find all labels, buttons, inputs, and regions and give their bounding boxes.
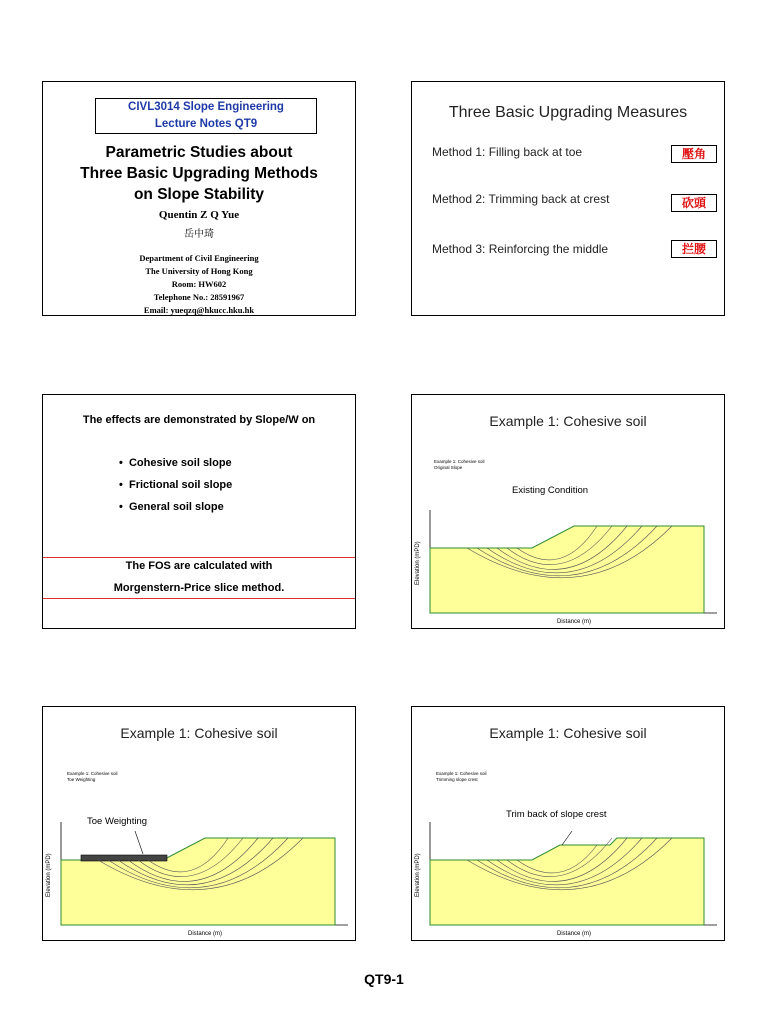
title-line-1: Parametric Studies about [105,144,293,161]
fos-line-2: Morgenstern-Price slice method. [113,582,285,594]
annotation-trim-crest: Trim back of slope crest [506,809,607,820]
divider-bottom [43,598,355,599]
method-2-label: Method 2: Trimming back at crest [432,192,610,206]
soil-profile [61,838,335,925]
caption-line-1: Example 1: Cohesive soil [434,459,485,464]
dept-line-5: Email: yueqzq@hkucc.hku.hk [143,305,255,315]
bullet-text: Cohesive soil slope [128,457,232,469]
x-axis-label: Distance (m) [188,931,223,937]
annotation-pointer [135,831,143,854]
department-info [43,252,355,316]
course-line-1: CIVL3014 Slope Engineering [128,101,284,113]
dept-line-3: Room: HW602 [171,279,227,289]
slope-chart [412,395,725,629]
slide-title: Three Basic Upgrading Measures [448,104,688,121]
method-1-label: Method 1: Filling back at toe [432,145,583,159]
slide-title: Example 1: Cohesive soil [489,725,647,741]
bullet-text: General soil slope [128,501,224,513]
course-box [95,98,317,134]
slide-title [42,81,356,316]
page-number: QT9-1 [364,971,404,987]
slope-chart [412,707,725,941]
title-line-3: on Slope Stability [133,186,265,203]
toe-weighting-load [81,855,167,861]
dept-line-2: The University of Hong Kong [145,266,253,276]
course-line-2: Lecture Notes QT9 [154,118,258,130]
author-name-cn: 岳中琦 [184,229,214,240]
soil-profile [430,838,704,925]
bullet-item: • Frictional soil slope [119,479,233,491]
method-3-label: Method 3: Reinforcing the middle [432,242,609,256]
caption-line-2: Original Slope [434,465,463,470]
annotation-toe-weighting: Toe Weighting [87,816,148,827]
slide-example-original [411,394,725,629]
x-axis-label: Distance (m) [557,931,592,937]
caption-line-1: Example 1: Cohesive soil [436,771,487,776]
method-2-cn-box: 砍頭 [671,194,717,212]
annotation-existing-condition: Existing Condition [512,485,589,496]
annotation-pointer [562,831,572,845]
author-name: Quentin Z Q Yue [158,209,240,221]
slide-effects [42,394,356,629]
slide-example-toe-weighting [42,706,356,941]
slide-title: Example 1: Cohesive soil [489,413,647,429]
slide-upgrading-measures [411,81,725,316]
title-line-2: Three Basic Upgrading Methods [80,165,318,182]
method-1-cn-box: 壓角 [671,145,717,163]
caption-line-2: Trimming slope crest [436,777,478,782]
dept-line-4: Telephone No.: 28591967 [153,292,245,302]
y-axis-label: Elevation (mPD) [46,853,52,897]
bullet-item: • Cohesive soil slope [119,457,232,469]
y-axis-label: Elevation (mPD) [415,541,421,585]
slide-title-text [51,142,347,205]
slide-example-trim-crest [411,706,725,941]
dept-line-1: Department of Civil Engineering [139,253,259,263]
bullet-text: Frictional soil slope [128,479,233,491]
soil-profile [430,526,704,613]
caption-line-2: Toe Weighting [67,777,96,782]
divider-top [43,557,355,558]
bullet-item: • General soil slope [119,501,224,513]
y-axis-label: Elevation (mPD) [415,853,421,897]
x-axis-label: Distance (m) [557,619,592,625]
slide-title: Example 1: Cohesive soil [120,725,278,741]
slide-heading: The effects are demonstrated by Slope/W on [82,414,316,426]
method-3-cn-box: 拦腰 [671,240,717,258]
fos-line-1: The FOS are calculated with [125,560,273,572]
caption-line-1: Example 1: Cohesive soil [67,771,118,776]
